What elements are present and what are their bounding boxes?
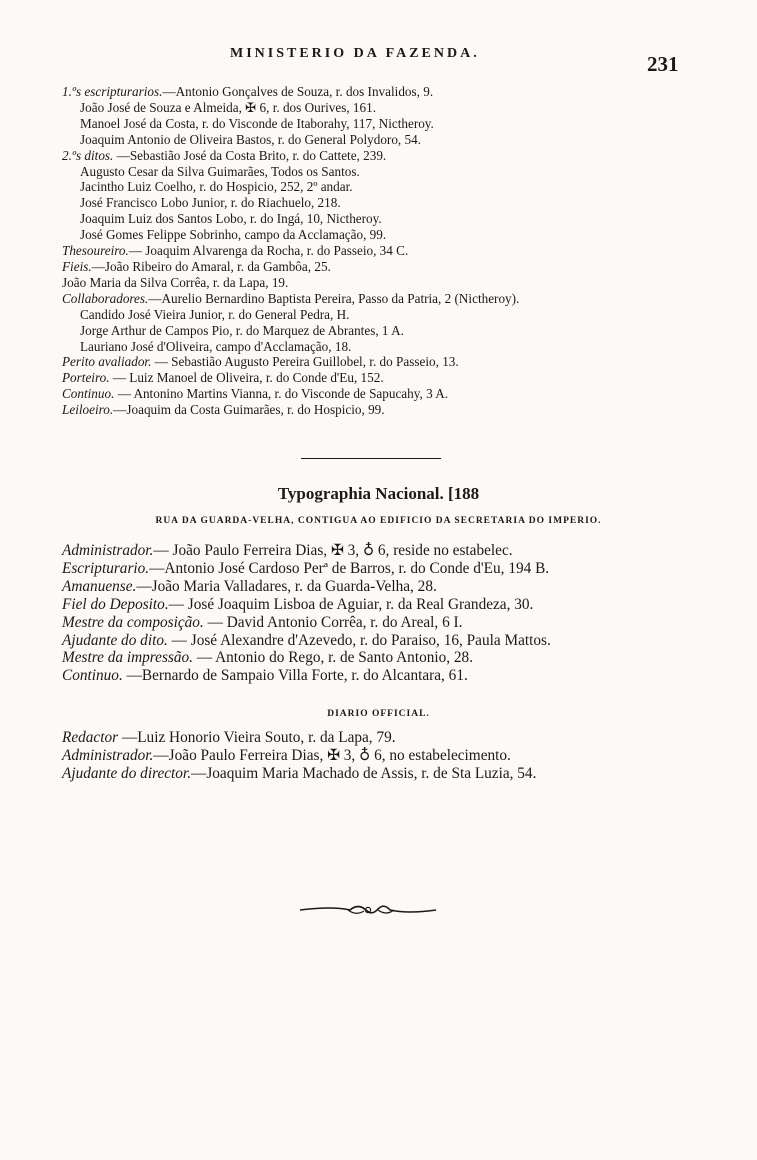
list-item: Administrador.— João Paulo Ferreira Dias, ✠ 3, ♁ 6, reside no estabelec.	[62, 542, 513, 559]
typographia-staff-list	[62, 542, 722, 685]
list-item: Lauriano José d'Oliveira, campo d'Acclamação, 18.	[80, 338, 352, 354]
list-item: Amanuense.—João Maria Valladares, r. da Guarda-Velha, 28.	[62, 577, 437, 595]
list-item: Perito avaliador. — Sebastião Augusto Pereira Guillobel, r. do Passeio, 13.	[62, 354, 459, 370]
diario-staff-list	[62, 729, 722, 783]
list-item: Augusto Cesar da Silva Guimarães, Todos os Santos.	[80, 163, 360, 179]
list-item: Ajudante do dito. — José Alexandre d'Azevedo, r. do Paraiso, 16, Paula Mattos.	[62, 631, 551, 649]
list-item: Joaquim Luiz dos Santos Lobo, r. do Ingá, 10, Nictheroy.	[80, 211, 382, 227]
list-item: Leiloeiro.—Joaquim da Costa Guimarães, r. do Hospicio, 99.	[62, 402, 385, 418]
section-subtitle: RUA DA GUARDA-VELHA, CONTIGUA AO EDIFICIO DA SECRETARIA DO IMPERIO.	[155, 516, 602, 526]
fazenda-staff-list	[62, 84, 702, 418]
list-item: Thesoureiro.— Joaquim Alvarenga da Rocha, r. do Passeio, 34 C.	[62, 243, 409, 259]
list-item: Fieis.—João Ribeiro do Amaral, r. da Gambôa, 25.	[62, 258, 331, 274]
list-item: Manoel José da Costa, r. do Visconde de Itaborahy, 117, Nictheroy.	[80, 115, 434, 131]
end-ornament-icon	[298, 898, 438, 922]
list-item: Redactor —Luiz Honorio Vieira Souto, r. da Lapa, 79.	[62, 729, 396, 746]
list-item: Ajudante do director.—Joaquim Maria Machado de Assis, r. de Sta Luzia, 54.	[62, 764, 537, 782]
list-item: Mestre da impressão. — Antonio do Rego, r. de Santo Antonio, 28.	[62, 649, 474, 667]
list-item: João José de Souza e Almeida, ✠ 6, r. dos Ourives, 161.	[80, 99, 377, 115]
page-number: 231	[647, 52, 679, 76]
list-item: 1.ºs escripturarios.—Antonio Gonçalves de Souza, r. dos Invalidos, 9.	[62, 84, 434, 99]
list-item: Joaquim Antonio de Oliveira Bastos, r. do General Polydoro, 54.	[80, 131, 421, 147]
list-item: Administrador.—João Paulo Ferreira Dias, ✠ 3, ♁ 6, no estabelecimento.	[62, 746, 511, 764]
list-item: Escripturario.—Antonio José Cardoso Perª de Barros, r. do Conde d'Eu, 194 B.	[62, 559, 550, 577]
list-item: Continuo. — Antonino Martins Vianna, r. do Visconde de Sapucahy, 3 A.	[62, 386, 449, 402]
list-item: Jacintho Luiz Coelho, r. do Hospicio, 252, 2º andar.	[80, 179, 353, 195]
section-heading: DIARIO OFFICIAL.	[327, 709, 430, 719]
section-divider	[301, 458, 441, 459]
list-item: Mestre da composição. — David Antonio Corrêa, r. do Areal, 6 I.	[62, 613, 463, 631]
list-item: Collaboradores.—Aurelio Bernardino Baptista Pereira, Passo da Patria, 2 (Nictheroy).	[62, 290, 520, 306]
list-item: 2.ºs ditos. —Sebastião José da Costa Brito, r. do Cattete, 239.	[62, 147, 387, 163]
running-title: MINISTERIO DA FAZENDA.	[230, 46, 480, 61]
list-item: Porteiro. — Luiz Manoel de Oliveira, r. do Conde d'Eu, 152.	[62, 370, 384, 386]
list-item: José Francisco Lobo Junior, r. do Riachuelo, 218.	[80, 195, 341, 211]
list-item: José Gomes Felippe Sobrinho, campo da Acclamação, 99.	[80, 227, 387, 243]
list-item: Jorge Arthur de Campos Pio, r. do Marquez de Abrantes, 1 A.	[80, 322, 404, 338]
list-item: Continuo. —Bernardo de Sampaio Villa Forte, r. do Alcantara, 61.	[62, 667, 468, 685]
section-title: Typographia Nacional. [188	[277, 484, 480, 503]
list-item: João Maria da Silva Corrêa, r. da Lapa, 19.	[62, 274, 289, 290]
list-item: Fiel do Deposito.— José Joaquim Lisboa de Aguiar, r. da Real Grandeza, 30.	[62, 595, 534, 613]
list-item: Candido José Vieira Junior, r. do General Pedra, H.	[80, 306, 350, 322]
